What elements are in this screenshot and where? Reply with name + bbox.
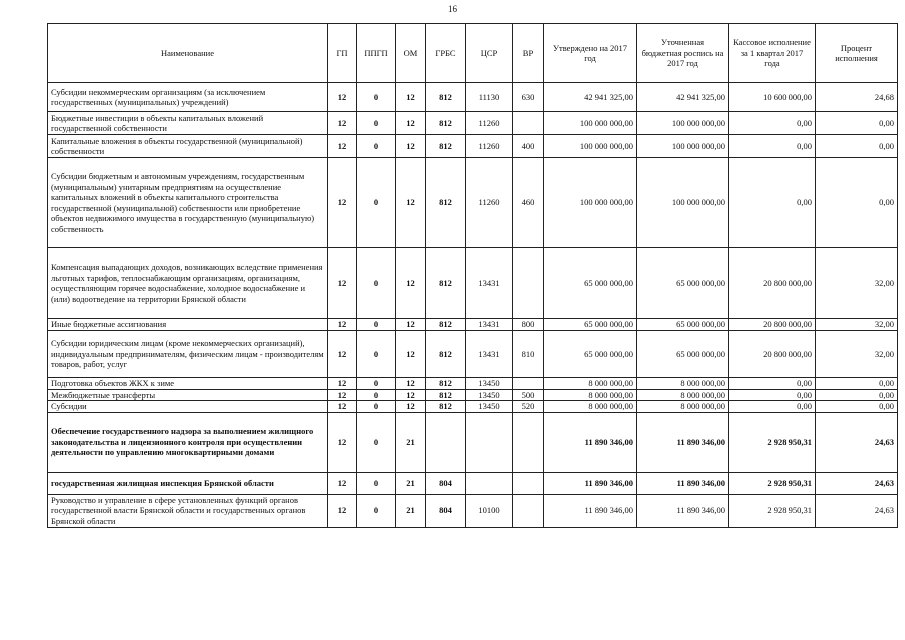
row-name: Иные бюджетные ассигнования [48, 319, 328, 331]
col-header-vr: ВР [513, 24, 544, 83]
row-vr: 630 [513, 83, 544, 112]
row-name: Межбюджетные трансферты [48, 389, 328, 401]
row-om: 21 [396, 472, 426, 494]
row-ppgp: 0 [357, 319, 396, 331]
row-approved: 100 000 000,00 [544, 112, 637, 135]
row-vr: 460 [513, 158, 544, 248]
table-row [48, 135, 898, 158]
row-name: Подготовка объектов ЖКХ к зиме [48, 378, 328, 390]
row-grbs: 804 [426, 494, 466, 527]
row-cash: 20 800 000,00 [729, 319, 816, 331]
row-name: Бюджетные инвестиции в объекты капитальных вложений государственной собственности [48, 112, 328, 135]
row-percent: 32,00 [816, 331, 898, 378]
row-approved: 65 000 000,00 [544, 319, 637, 331]
row-cash: 0,00 [729, 378, 816, 390]
row-refined: 65 000 000,00 [637, 331, 729, 378]
col-header-grbs: ГРБС [426, 24, 466, 83]
table-row [48, 494, 898, 527]
col-header-cash: Кассовое исполнение за 1 квартал 2017 года [729, 24, 816, 83]
row-refined: 100 000 000,00 [637, 135, 729, 158]
row-om: 12 [396, 401, 426, 413]
row-ppgp: 0 [357, 135, 396, 158]
col-header-csr: ЦСР [466, 24, 513, 83]
table-row [48, 401, 898, 413]
row-ppgp: 0 [357, 472, 396, 494]
row-vr [513, 112, 544, 135]
row-approved: 8 000 000,00 [544, 378, 637, 390]
row-percent: 0,00 [816, 135, 898, 158]
header-row [48, 24, 898, 83]
row-ppgp: 0 [357, 412, 396, 472]
row-grbs: 812 [426, 112, 466, 135]
row-grbs: 812 [426, 378, 466, 390]
row-ppgp: 0 [357, 158, 396, 248]
row-approved: 100 000 000,00 [544, 135, 637, 158]
row-name: Субсидии юридическим лицам (кроме некоммерческих организаций), индивидуальным предпринимателям, физическим лицам - производителям товаров, работ, услуг [48, 331, 328, 378]
row-grbs [426, 412, 466, 472]
row-approved: 11 890 346,00 [544, 412, 637, 472]
row-ppgp: 0 [357, 248, 396, 319]
row-csr: 13450 [466, 378, 513, 390]
row-refined: 100 000 000,00 [637, 158, 729, 248]
row-cash: 0,00 [729, 401, 816, 413]
row-refined: 100 000 000,00 [637, 112, 729, 135]
row-refined: 11 890 346,00 [637, 412, 729, 472]
row-om: 12 [396, 135, 426, 158]
row-ppgp: 0 [357, 112, 396, 135]
row-gp: 12 [328, 331, 357, 378]
row-csr: 13431 [466, 319, 513, 331]
row-refined: 42 941 325,00 [637, 83, 729, 112]
row-vr [513, 494, 544, 527]
row-name: Компенсация выпадающих доходов, возникающих вследствие применения льготных тарифов, теплоснабжающим организациям, организациям, осуществляющим горячее водоснабжение, холодное водоснабжение и (или) водоотведение на территории Брянской области [48, 248, 328, 319]
row-name: Капитальные вложения в объекты государственной (муниципальной) собственности [48, 135, 328, 158]
row-gp: 12 [328, 248, 357, 319]
row-cash: 0,00 [729, 112, 816, 135]
row-vr [513, 378, 544, 390]
budget-table [47, 23, 898, 528]
row-csr: 13450 [466, 401, 513, 413]
row-percent: 32,00 [816, 248, 898, 319]
table-row [48, 248, 898, 319]
row-approved: 42 941 325,00 [544, 83, 637, 112]
row-om: 12 [396, 158, 426, 248]
col-header-percent: Процент исполнения [816, 24, 898, 83]
row-vr [513, 472, 544, 494]
row-ppgp: 0 [357, 331, 396, 378]
row-gp: 12 [328, 158, 357, 248]
page-number: 16 [448, 4, 457, 14]
row-approved: 11 890 346,00 [544, 472, 637, 494]
row-om: 12 [396, 248, 426, 319]
row-gp: 12 [328, 389, 357, 401]
table-row [48, 83, 898, 112]
col-header-om: ОМ [396, 24, 426, 83]
row-percent: 0,00 [816, 158, 898, 248]
row-approved: 11 890 346,00 [544, 494, 637, 527]
row-csr [466, 412, 513, 472]
row-approved: 65 000 000,00 [544, 331, 637, 378]
row-name: Субсидии [48, 401, 328, 413]
row-ppgp: 0 [357, 378, 396, 390]
row-percent: 0,00 [816, 112, 898, 135]
row-vr [513, 248, 544, 319]
row-gp: 12 [328, 378, 357, 390]
table-row [48, 378, 898, 390]
row-vr: 810 [513, 331, 544, 378]
row-ppgp: 0 [357, 83, 396, 112]
row-ppgp: 0 [357, 494, 396, 527]
row-gp: 12 [328, 135, 357, 158]
row-ppgp: 0 [357, 401, 396, 413]
row-cash: 20 800 000,00 [729, 248, 816, 319]
row-vr: 800 [513, 319, 544, 331]
row-approved: 8 000 000,00 [544, 401, 637, 413]
row-om: 12 [396, 319, 426, 331]
row-approved: 65 000 000,00 [544, 248, 637, 319]
row-percent: 24,63 [816, 472, 898, 494]
row-vr: 520 [513, 401, 544, 413]
row-refined: 11 890 346,00 [637, 494, 729, 527]
row-approved: 100 000 000,00 [544, 158, 637, 248]
row-grbs: 812 [426, 401, 466, 413]
row-vr: 400 [513, 135, 544, 158]
row-gp: 12 [328, 401, 357, 413]
row-percent: 24,63 [816, 412, 898, 472]
table-row [48, 389, 898, 401]
table-row [48, 112, 898, 135]
row-grbs: 804 [426, 472, 466, 494]
row-cash: 0,00 [729, 158, 816, 248]
row-csr: 11260 [466, 158, 513, 248]
row-percent: 32,00 [816, 319, 898, 331]
row-percent: 0,00 [816, 378, 898, 390]
row-refined: 65 000 000,00 [637, 319, 729, 331]
row-cash: 20 800 000,00 [729, 331, 816, 378]
row-grbs: 812 [426, 158, 466, 248]
table-row [48, 319, 898, 331]
row-grbs: 812 [426, 135, 466, 158]
row-om: 12 [396, 112, 426, 135]
row-csr: 11260 [466, 112, 513, 135]
row-om: 21 [396, 494, 426, 527]
row-csr [466, 472, 513, 494]
col-header-name: Наименование [48, 24, 328, 83]
row-grbs: 812 [426, 319, 466, 331]
row-csr: 11260 [466, 135, 513, 158]
table-row [48, 158, 898, 248]
row-gp: 12 [328, 319, 357, 331]
row-approved: 8 000 000,00 [544, 389, 637, 401]
row-csr: 13431 [466, 331, 513, 378]
row-cash: 0,00 [729, 135, 816, 158]
row-vr: 500 [513, 389, 544, 401]
row-refined: 11 890 346,00 [637, 472, 729, 494]
row-refined: 8 000 000,00 [637, 378, 729, 390]
row-name: государственная жилищная инспекция Брянской области [48, 472, 328, 494]
row-om: 12 [396, 378, 426, 390]
row-grbs: 812 [426, 389, 466, 401]
row-percent: 24,63 [816, 494, 898, 527]
row-percent: 24,68 [816, 83, 898, 112]
row-csr: 13431 [466, 248, 513, 319]
row-gp: 12 [328, 112, 357, 135]
row-name: Руководство и управление в сфере установленных функций органов государственной власти Брянской области и государственных органов Брянской области [48, 494, 328, 527]
row-percent: 0,00 [816, 389, 898, 401]
row-refined: 65 000 000,00 [637, 248, 729, 319]
row-ppgp: 0 [357, 389, 396, 401]
row-cash: 0,00 [729, 389, 816, 401]
col-header-ppgp: ППГП [357, 24, 396, 83]
table-row [48, 412, 898, 472]
row-om: 12 [396, 331, 426, 378]
row-cash: 2 928 950,31 [729, 494, 816, 527]
row-csr: 13450 [466, 389, 513, 401]
row-om: 12 [396, 83, 426, 112]
row-csr: 11130 [466, 83, 513, 112]
row-gp: 12 [328, 83, 357, 112]
row-om: 21 [396, 412, 426, 472]
col-header-approved: Утверждено на 2017 год [544, 24, 637, 83]
row-grbs: 812 [426, 248, 466, 319]
row-name: Субсидии некоммерческим организациям (за исключением государственных (муниципальных) учреждений) [48, 83, 328, 112]
table-row [48, 472, 898, 494]
row-grbs: 812 [426, 331, 466, 378]
row-cash: 2 928 950,31 [729, 472, 816, 494]
row-cash: 2 928 950,31 [729, 412, 816, 472]
row-cash: 10 600 000,00 [729, 83, 816, 112]
row-gp: 12 [328, 494, 357, 527]
row-grbs: 812 [426, 83, 466, 112]
col-header-gp: ГП [328, 24, 357, 83]
row-name: Обеспечение государственного надзора за выполнением жилищного законодательства и лицензионного контроля при осуществлении деятельности по управлению многоквартирными домами [48, 412, 328, 472]
col-header-refined: Уточненная бюджетная роспись на 2017 год [637, 24, 729, 83]
row-refined: 8 000 000,00 [637, 401, 729, 413]
row-refined: 8 000 000,00 [637, 389, 729, 401]
row-gp: 12 [328, 472, 357, 494]
row-gp: 12 [328, 412, 357, 472]
table-row [48, 331, 898, 378]
row-vr [513, 412, 544, 472]
row-om: 12 [396, 389, 426, 401]
row-percent: 0,00 [816, 401, 898, 413]
row-csr: 10100 [466, 494, 513, 527]
row-name: Субсидии бюджетным и автономным учреждениям, государственным (муниципальным) унитарным предприятиям на осуществление капитальных вложений в объекты капитального строительства государственной (муниципальной) собственности или приобретение объектов недвижимого имущества в государственную (муниципальную) собственность [48, 158, 328, 248]
